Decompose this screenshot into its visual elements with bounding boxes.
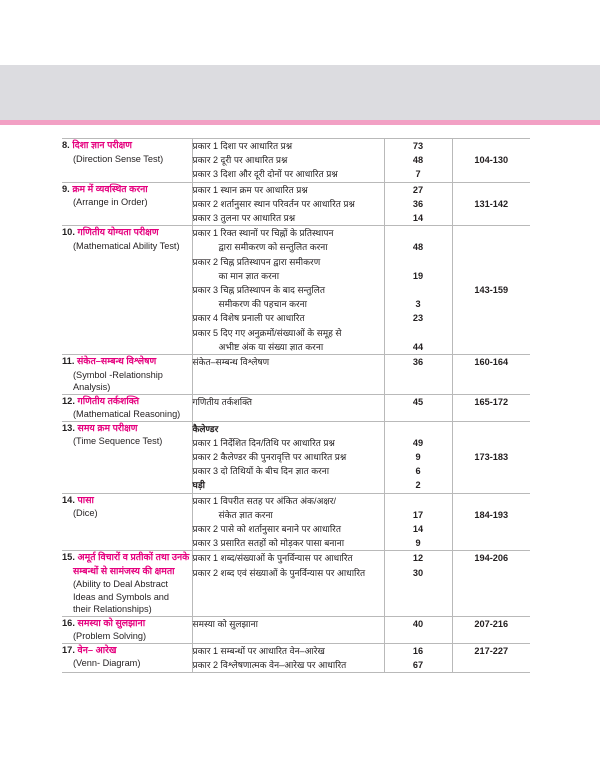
- question-type-line: प्रकार 3 दिशा और दूरी दोनों पर आधारित प्रश्न: [192, 169, 338, 180]
- question-count: 9: [415, 538, 421, 549]
- spacer: [453, 255, 531, 269]
- topic-cell: [62, 551, 192, 617]
- question-type-line: प्रकार 2 चिह्न प्रतिस्थापन द्वारा समीकरण: [192, 256, 321, 267]
- question-count-cell: [384, 616, 452, 643]
- spacer: [453, 139, 531, 153]
- table-row: [62, 616, 530, 643]
- page-range-cell: [452, 226, 530, 355]
- page-range: 184-193: [474, 509, 509, 520]
- question-count: 67: [412, 660, 424, 671]
- question-count-cell: [384, 394, 452, 421]
- topic-title-hindi: [62, 551, 192, 565]
- question-type-line: प्रकार 1 निर्देशित दिन/तिथि पर आधारित प्रश्न: [192, 437, 335, 448]
- topic-title-english: (Time Sequence Test): [73, 436, 163, 447]
- question-type-line: प्रकार 5 दिए गए अनुक्रमों/संख्याओं के समूह से: [192, 327, 342, 338]
- page-range: 194-206: [474, 553, 509, 564]
- page-range: 160-164: [474, 357, 509, 368]
- topic-cell: [62, 226, 192, 355]
- question-count: 6: [415, 466, 421, 477]
- topic-title-english: (Direction Sense Test): [73, 153, 164, 164]
- table-row: [62, 182, 530, 226]
- topic-cell: [62, 616, 192, 643]
- page-range: 217-227: [474, 645, 509, 656]
- topic-title-hindi-text: समय क्रम परीक्षण: [77, 422, 138, 433]
- question-count-cell: [384, 182, 452, 226]
- topic-title-hindi-text: संकेत–सम्बन्ध विश्लेषण: [77, 356, 157, 367]
- topic-cell: [62, 139, 192, 183]
- spacer: [453, 494, 531, 508]
- spacer: [453, 269, 531, 283]
- contents-table-body: [62, 139, 530, 673]
- page-range-cell: [452, 551, 530, 617]
- question-type-line: प्रकार 3 तुलना पर आधारित प्रश्न: [192, 213, 296, 224]
- table-row: [62, 226, 530, 355]
- question-type-subheading: कैलेण्डर: [192, 423, 219, 434]
- question-count: 2: [415, 480, 421, 491]
- question-count: 73: [412, 141, 424, 151]
- question-count-cell: [384, 139, 452, 183]
- question-type-line: प्रकार 1 विपरीत सतह पर अंकित अंक/अक्षर/: [192, 495, 336, 506]
- question-types-cell: [192, 182, 384, 226]
- topic-cell: [62, 421, 192, 493]
- page-range-cell: [452, 421, 530, 493]
- question-type-line: प्रकार 2 विश्लेषणात्मक वेन–आरेख पर आधारित: [192, 660, 347, 671]
- topic-title-hindi-text: दिशा ज्ञान परीक्षण: [72, 140, 133, 150]
- topic-title-english: (Problem Solving): [73, 631, 147, 642]
- header-decorative-band: [0, 65, 600, 120]
- question-type-line: प्रकार 1 रिक्त स्थानों पर चिह्नों के प्रतिस्थापन: [192, 228, 334, 239]
- question-type-line: समीकरण की पहचान करना: [218, 299, 307, 310]
- page-range-cell: [452, 139, 530, 183]
- question-types-cell: [192, 355, 384, 395]
- topic-title-hindi: [62, 422, 192, 436]
- question-count: 30: [412, 567, 424, 578]
- table-row: [62, 139, 530, 183]
- question-count: 36: [412, 357, 424, 368]
- question-types-cell: [192, 616, 384, 643]
- table-row: [62, 421, 530, 493]
- question-type-line: अभीष्ट अंक या संख्या ज्ञात करना: [218, 341, 324, 352]
- page-range: 173-183: [474, 451, 509, 462]
- topic-cell: [62, 493, 192, 551]
- question-type-line: का मान ज्ञात करना: [218, 270, 280, 281]
- page-range-cell: [452, 355, 530, 395]
- question-count: [385, 422, 452, 436]
- question-count-cell: [384, 493, 452, 551]
- question-types-cell: [192, 551, 384, 617]
- table-row: [62, 493, 530, 551]
- question-type-line: प्रकार 3 दो तिथियों के बीच दिन ज्ञात करना: [192, 466, 330, 477]
- topic-title-hindi: [62, 494, 192, 508]
- topic-cell: [62, 182, 192, 226]
- page-range: 165-172: [474, 396, 509, 407]
- header-pink-rule: [0, 120, 600, 125]
- topic-number: 9.: [62, 183, 70, 194]
- topic-number: 15.: [62, 552, 75, 563]
- page-range: 143-159: [474, 285, 509, 296]
- topic-title-english: (Dice): [73, 508, 98, 519]
- question-types-cell: [192, 139, 384, 183]
- question-count: 3: [415, 299, 421, 310]
- question-count: 16: [412, 645, 424, 656]
- topic-number: 10.: [62, 227, 75, 238]
- page-range: 207-216: [474, 618, 509, 629]
- topic-title-english: (Symbol -Relationship: [73, 369, 163, 380]
- topic-number: 17.: [62, 644, 75, 655]
- question-count: 48: [412, 155, 424, 166]
- topic-title-hindi: [62, 183, 192, 197]
- question-type-line: द्वारा समीकरण को सन्तुलित करना: [218, 242, 328, 253]
- topic-title-english: (Arrange in Order): [73, 197, 148, 208]
- spacer: [453, 183, 531, 197]
- topic-number: 16.: [62, 617, 75, 628]
- spacer: [453, 422, 531, 436]
- question-type-line: गणितीय तर्कशक्ति: [192, 396, 253, 407]
- topic-title-hindi-text: गणितीय तर्कशक्ति: [77, 395, 140, 406]
- contents-table: [62, 138, 530, 673]
- question-count: 40: [412, 618, 424, 629]
- topic-number: 14.: [62, 494, 75, 505]
- question-type-line: प्रकार 1 स्थान क्रम पर आधारित प्रश्न: [192, 184, 308, 195]
- question-type-line: प्रकार 2 पासे को शर्तानुसार बनाने पर आधारित: [192, 523, 341, 534]
- topic-title-english: (Ability to Deal Abstract: [73, 579, 168, 590]
- topic-cell: [62, 394, 192, 421]
- question-count: 19: [412, 270, 424, 281]
- page-range: 131-142: [474, 198, 509, 209]
- topic-title-english: their Relationships): [73, 604, 152, 615]
- topic-title-english: (Mathematical Ability Test): [73, 240, 180, 251]
- topic-title-hindi-text: क्रम में व्यवस्थित करना: [72, 183, 148, 194]
- topic-title-hindi-text: पासा: [77, 494, 94, 505]
- question-count: 49: [412, 437, 424, 448]
- question-count: 14: [412, 213, 424, 224]
- question-count: [385, 226, 452, 240]
- topic-cell: [62, 355, 192, 395]
- topic-title-hindi-text: समस्या को सुलझाना: [77, 617, 146, 628]
- topic-number: 12.: [62, 395, 75, 406]
- topic-title-hindi-text: वेन– आरेख: [77, 644, 117, 655]
- question-count: 27: [412, 184, 424, 195]
- question-count: 9: [415, 451, 421, 462]
- topic-title-hindi: [62, 395, 192, 409]
- page-range-cell: [452, 394, 530, 421]
- question-count: 7: [415, 169, 421, 180]
- topic-number: 8.: [62, 140, 70, 150]
- topic-title-hindi: [62, 355, 192, 369]
- table-row: [62, 394, 530, 421]
- topic-title-hindi: [62, 139, 192, 153]
- topic-title-hindi: [62, 226, 192, 240]
- question-count: [385, 494, 452, 508]
- question-count-cell: [384, 643, 452, 672]
- question-type-line: समस्या को सुलझाना: [192, 618, 258, 629]
- table-row: [62, 355, 530, 395]
- spacer: [453, 226, 531, 240]
- question-count-cell: [384, 226, 452, 355]
- page-range-cell: [452, 493, 530, 551]
- question-type-line: प्रकार 1 शब्द/संख्याओं के पुनर्विन्यास पर आधारित: [192, 553, 353, 564]
- topic-number: 13.: [62, 422, 75, 433]
- question-count: 23: [412, 313, 424, 324]
- topic-title-hindi: सम्बन्धों से सामंजस्य की क्षमता: [73, 565, 175, 576]
- question-count-cell: [384, 421, 452, 493]
- question-count-cell: [384, 355, 452, 395]
- question-count: 36: [412, 198, 424, 209]
- question-type-line: प्रकार 4 विशेष प्रनाली पर आधारित: [192, 313, 305, 324]
- table-row: [62, 551, 530, 617]
- question-type-line: प्रकार 1 सम्बन्धों पर आधारित वेन–आरेख: [192, 645, 325, 656]
- question-type-line: प्रकार 2 शब्द एवं संख्याओं के पुनर्विन्यास पर आधारित: [192, 567, 366, 578]
- spacer: [453, 240, 531, 254]
- page-range-cell: [452, 643, 530, 672]
- question-count: 45: [412, 396, 424, 407]
- question-count: 48: [412, 242, 424, 253]
- table-row: [62, 643, 530, 672]
- question-type-line: प्रकार 1 दिशा पर आधारित प्रश्न: [192, 141, 293, 151]
- question-type-line: संकेत ज्ञात करना: [218, 509, 273, 520]
- question-types-cell: [192, 493, 384, 551]
- question-count: 12: [412, 553, 424, 564]
- question-type-subheading: घड़ी: [192, 480, 205, 491]
- question-types-cell: [192, 226, 384, 355]
- topic-number: 11.: [62, 356, 75, 367]
- question-count: 44: [412, 341, 424, 352]
- question-count: 17: [412, 509, 424, 520]
- page-range: 104-130: [474, 155, 509, 166]
- topic-title-english: (Mathematical Reasoning): [73, 409, 181, 420]
- question-types-cell: [192, 643, 384, 672]
- topic-title-english: (Venn- Diagram): [73, 658, 141, 669]
- topic-title-english: Analysis): [73, 382, 111, 393]
- question-type-line: प्रकार 3 प्रसारित सतहों को मोड़कर पासा बनाना: [192, 538, 345, 549]
- question-type-line: प्रकार 2 कैलेण्डर की पुनरावृत्ति पर आधारित प्रश्न: [192, 451, 347, 462]
- page-range-cell: [452, 616, 530, 643]
- question-count-cell: [384, 551, 452, 617]
- question-type-line: प्रकार 2 शर्तानुसार स्थान परिवर्तन पर आधारित प्रश्न: [192, 198, 355, 209]
- question-count: [385, 255, 452, 269]
- question-types-cell: [192, 394, 384, 421]
- question-type-line: प्रकार 2 दूरी पर आधारित प्रश्न: [192, 155, 288, 166]
- question-type-line: प्रकार 3 चिह्न प्रतिस्थापन के बाद सन्तुलित: [192, 285, 326, 296]
- question-type-line: संकेत–सम्बन्ध विश्लेषण: [192, 357, 270, 368]
- question-count: [385, 326, 452, 340]
- question-count: [385, 283, 452, 297]
- topic-title-hindi-text: अमूर्त विचारों व प्रतीकों तथा उनके: [77, 552, 190, 563]
- spacer: [453, 436, 531, 450]
- topic-cell: [62, 643, 192, 672]
- topic-title-hindi: [62, 644, 192, 658]
- topic-title-hindi: [62, 617, 192, 631]
- topic-title-hindi-text: गणितीय योग्यता परीक्षण: [77, 227, 159, 238]
- question-count: 14: [412, 523, 424, 534]
- topic-title-english: Ideas and Symbols and: [73, 591, 170, 602]
- page-range-cell: [452, 182, 530, 226]
- question-types-cell: [192, 421, 384, 493]
